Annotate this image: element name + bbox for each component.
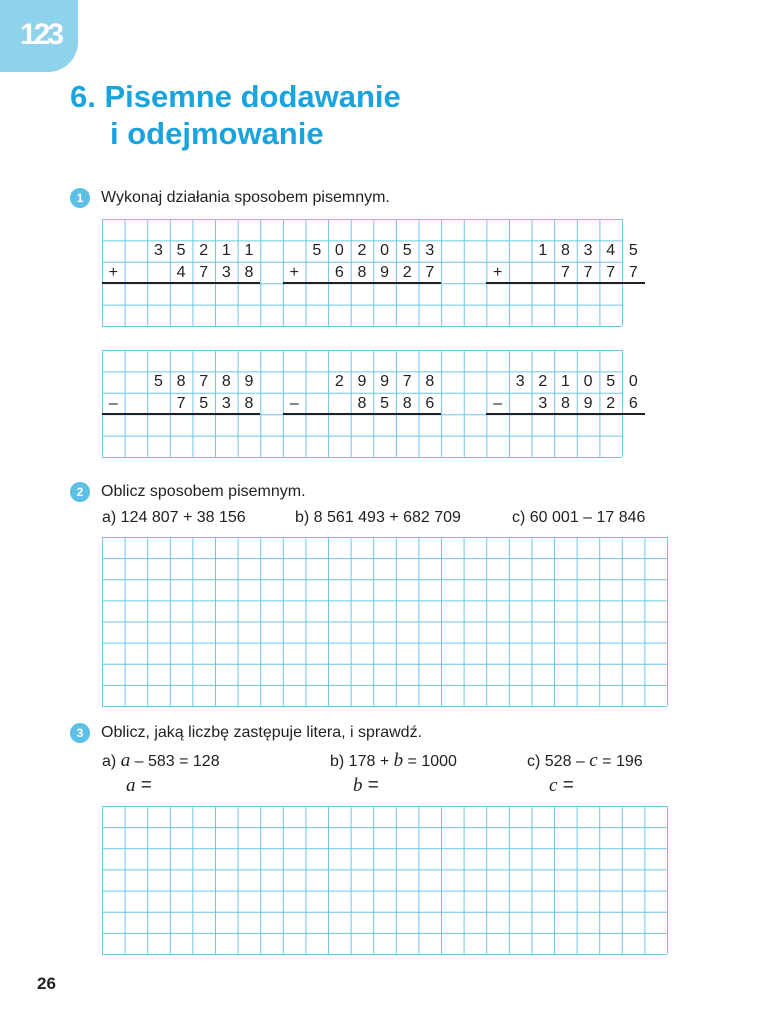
operator-sign: – bbox=[493, 394, 503, 412]
digit: 2 bbox=[357, 242, 367, 260]
answer-c-eq: = bbox=[557, 775, 574, 796]
digit: 5 bbox=[154, 373, 163, 391]
digit: 3 bbox=[221, 394, 231, 412]
digit: 3 bbox=[583, 242, 593, 260]
digit: 5 bbox=[628, 242, 638, 260]
digit: 1 bbox=[221, 242, 231, 260]
digit: 5 bbox=[199, 394, 209, 412]
task-2-work-grid[interactable] bbox=[102, 537, 667, 706]
digit: 8 bbox=[244, 394, 254, 412]
digit: 8 bbox=[357, 263, 367, 281]
task-number-badge: 1 bbox=[70, 188, 90, 208]
digit: 0 bbox=[583, 373, 593, 391]
digit: 7 bbox=[606, 263, 616, 281]
digit: 9 bbox=[244, 373, 254, 391]
answer-c[interactable] bbox=[549, 775, 574, 797]
task-number-badge: 2 bbox=[70, 482, 90, 502]
result-line bbox=[283, 282, 441, 284]
digit: 5 bbox=[402, 242, 412, 260]
digit: 8 bbox=[425, 373, 435, 391]
task-3-heading bbox=[70, 723, 422, 743]
task-3b-label: b) 178 + bbox=[330, 753, 394, 770]
operator-sign: – bbox=[108, 394, 118, 412]
digit: 5 bbox=[380, 394, 390, 412]
digit: 8 bbox=[561, 394, 570, 412]
page-number: 26 bbox=[37, 974, 56, 993]
task-2a: a) 124 807 + 38 156 bbox=[102, 509, 246, 526]
chapter-tab bbox=[0, 0, 78, 72]
task-3c-rest: = 196 bbox=[597, 753, 643, 770]
digit: 1 bbox=[244, 242, 254, 260]
task-3b-rest: = 1000 bbox=[403, 753, 457, 770]
digit: 3 bbox=[538, 394, 548, 412]
digit: 7 bbox=[176, 394, 186, 412]
grid-lines bbox=[102, 806, 668, 955]
digit: 2 bbox=[606, 394, 616, 412]
digit: 0 bbox=[334, 242, 344, 260]
answer-c-var: c bbox=[549, 775, 558, 796]
title-line-2: i odejmowanie bbox=[110, 116, 324, 151]
digit: 7 bbox=[561, 263, 570, 281]
digit: 7 bbox=[199, 373, 209, 391]
digit: 5 bbox=[176, 242, 186, 260]
digit: 2 bbox=[199, 242, 209, 260]
operator-sign: + bbox=[289, 263, 299, 281]
digit: 0 bbox=[628, 373, 638, 391]
digit: 3 bbox=[425, 242, 435, 260]
digit: 2 bbox=[402, 263, 412, 281]
page-title bbox=[70, 78, 401, 152]
answer-b[interactable] bbox=[353, 775, 379, 797]
result-line bbox=[486, 282, 644, 284]
task-number-badge: 3 bbox=[70, 723, 90, 743]
digit: 3 bbox=[515, 373, 525, 391]
task-3a-label: a) bbox=[102, 753, 117, 770]
digit: 4 bbox=[606, 242, 616, 260]
digit: 3 bbox=[221, 263, 231, 281]
result-line bbox=[486, 413, 644, 415]
digit: 8 bbox=[221, 373, 231, 391]
operator-sign: + bbox=[108, 263, 118, 281]
digit: 7 bbox=[583, 263, 593, 281]
task-3-instruction: Oblicz, jaką liczbę zastępuje litera, i sprawdź. bbox=[101, 724, 423, 741]
title-line-1: 6. Pisemne dodawanie bbox=[70, 79, 401, 114]
digit: 1 bbox=[538, 242, 548, 260]
variable-c: c bbox=[589, 750, 598, 771]
task-1-instruction: Wykonaj działania sposobem pisemnym. bbox=[101, 189, 390, 206]
operator-sign: + bbox=[492, 263, 503, 281]
grid-lines bbox=[102, 537, 668, 707]
digit: 6 bbox=[334, 263, 344, 281]
result-line bbox=[102, 282, 260, 284]
digit: 5 bbox=[312, 242, 322, 260]
digit: 5 bbox=[606, 373, 616, 391]
digit: 8 bbox=[402, 394, 412, 412]
digit: 9 bbox=[357, 373, 367, 391]
task-3c-label: c) 528 – bbox=[527, 753, 590, 770]
answer-b-var: b bbox=[353, 775, 363, 796]
numbers-logo-icon: 123 bbox=[20, 18, 62, 51]
answer-a[interactable] bbox=[126, 775, 152, 797]
digit: 4 bbox=[176, 263, 186, 281]
answer-a-eq: = bbox=[135, 775, 152, 796]
addition-grid bbox=[102, 219, 638, 326]
task-2-heading bbox=[70, 482, 306, 502]
digit: 2 bbox=[334, 373, 344, 391]
variable-b: b bbox=[393, 750, 404, 771]
digit: 7 bbox=[402, 373, 412, 391]
digit: 8 bbox=[244, 263, 254, 281]
digit: 3 bbox=[154, 242, 163, 260]
digit: 8 bbox=[357, 394, 367, 412]
task-2b: b) 8 561 493 + 682 709 bbox=[295, 509, 461, 526]
variable-a: a bbox=[120, 750, 131, 771]
digit: 9 bbox=[583, 394, 593, 412]
digit: 9 bbox=[380, 373, 390, 391]
digit: 6 bbox=[628, 394, 638, 412]
task-3a-equation bbox=[102, 750, 220, 772]
task-2-instruction: Oblicz sposobem pisemnym. bbox=[101, 483, 306, 500]
answer-b-eq: = bbox=[362, 775, 379, 796]
digit: 0 bbox=[380, 242, 390, 260]
digit: 6 bbox=[425, 394, 435, 412]
task-3c-equation bbox=[527, 750, 643, 772]
digit: 7 bbox=[628, 263, 638, 281]
digit: 8 bbox=[561, 242, 570, 260]
task-2c: c) 60 001 – 17 846 bbox=[512, 509, 646, 526]
digit: 7 bbox=[425, 263, 435, 281]
result-line bbox=[102, 413, 260, 415]
operator-sign: – bbox=[289, 394, 299, 412]
digit: 7 bbox=[199, 263, 209, 281]
answer-a-var: a bbox=[126, 775, 136, 796]
task-3a-rest: – 583 = 128 bbox=[130, 753, 220, 770]
task-3b-equation bbox=[330, 750, 457, 772]
task-3-work-grid[interactable] bbox=[102, 806, 667, 954]
digit: 8 bbox=[176, 373, 186, 391]
subtraction-grid bbox=[102, 350, 638, 457]
digit: 9 bbox=[380, 263, 390, 281]
digit: 1 bbox=[561, 373, 570, 391]
task-1-heading bbox=[70, 188, 390, 208]
result-line bbox=[283, 413, 441, 415]
digit: 2 bbox=[538, 373, 548, 391]
